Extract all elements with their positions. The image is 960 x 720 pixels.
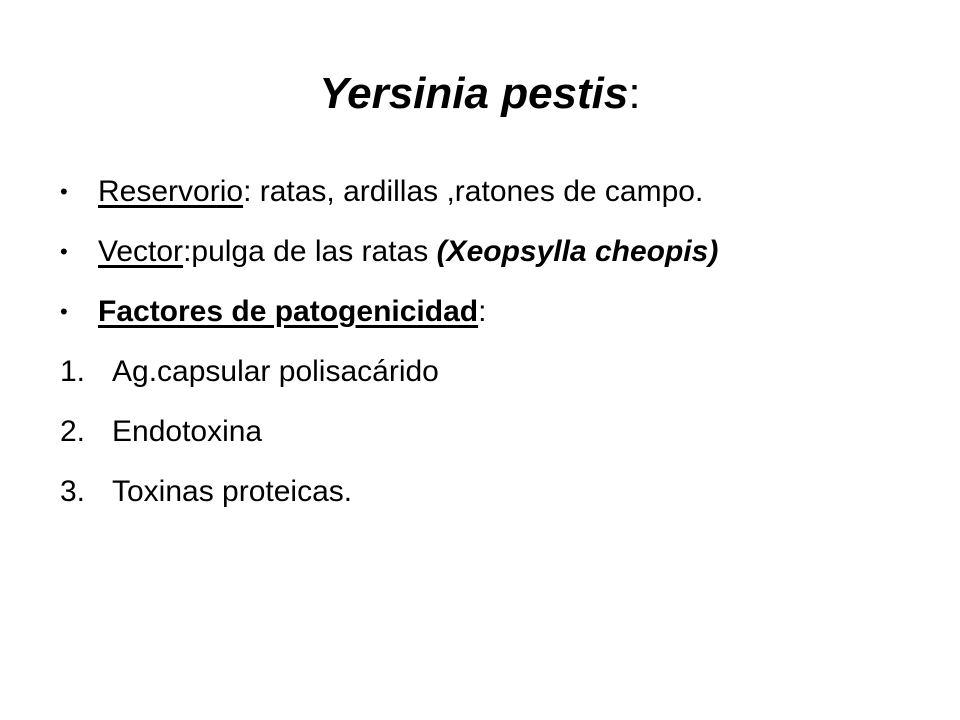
bullet-text-vector: :pulga de las ratas bbox=[183, 235, 437, 268]
bullet-icon: • bbox=[60, 239, 68, 264]
numbered-item-2 bbox=[60, 414, 920, 474]
bullet-label-factores: Factores de patogenicidad bbox=[98, 295, 479, 328]
numbered-text: Ag.capsular polisacárido bbox=[112, 355, 439, 388]
numbered-item-3 bbox=[60, 474, 920, 534]
bullet-text-reservorio: : ratas, ardillas ,ratones de campo. bbox=[243, 175, 704, 208]
bullet-label-vector: Vector bbox=[98, 235, 184, 268]
bullet-item-factores bbox=[60, 294, 920, 354]
bullet-icon: • bbox=[60, 299, 68, 324]
bullet-icon: • bbox=[60, 179, 68, 204]
slide-body bbox=[60, 174, 920, 534]
bullet-item-reservorio bbox=[60, 174, 920, 234]
numbered-item-1 bbox=[60, 354, 920, 414]
bullet-item-vector bbox=[60, 234, 920, 294]
bullet-species-vector: (Xeopsylla cheopis) bbox=[436, 235, 719, 268]
bullet-text-factores: : bbox=[478, 295, 487, 328]
title-organism-name: Yersinia pestis bbox=[319, 69, 629, 118]
numbered-marker: 1. bbox=[60, 355, 86, 388]
bullet-label-reservorio: Reservorio bbox=[98, 175, 244, 208]
numbered-text: Endotoxina bbox=[112, 415, 263, 448]
slide-title bbox=[0, 62, 960, 126]
numbered-marker: 3. bbox=[60, 475, 86, 508]
numbered-text: Toxinas proteicas. bbox=[112, 475, 353, 508]
title-suffix: : bbox=[628, 69, 641, 118]
numbered-marker: 2. bbox=[60, 415, 86, 448]
